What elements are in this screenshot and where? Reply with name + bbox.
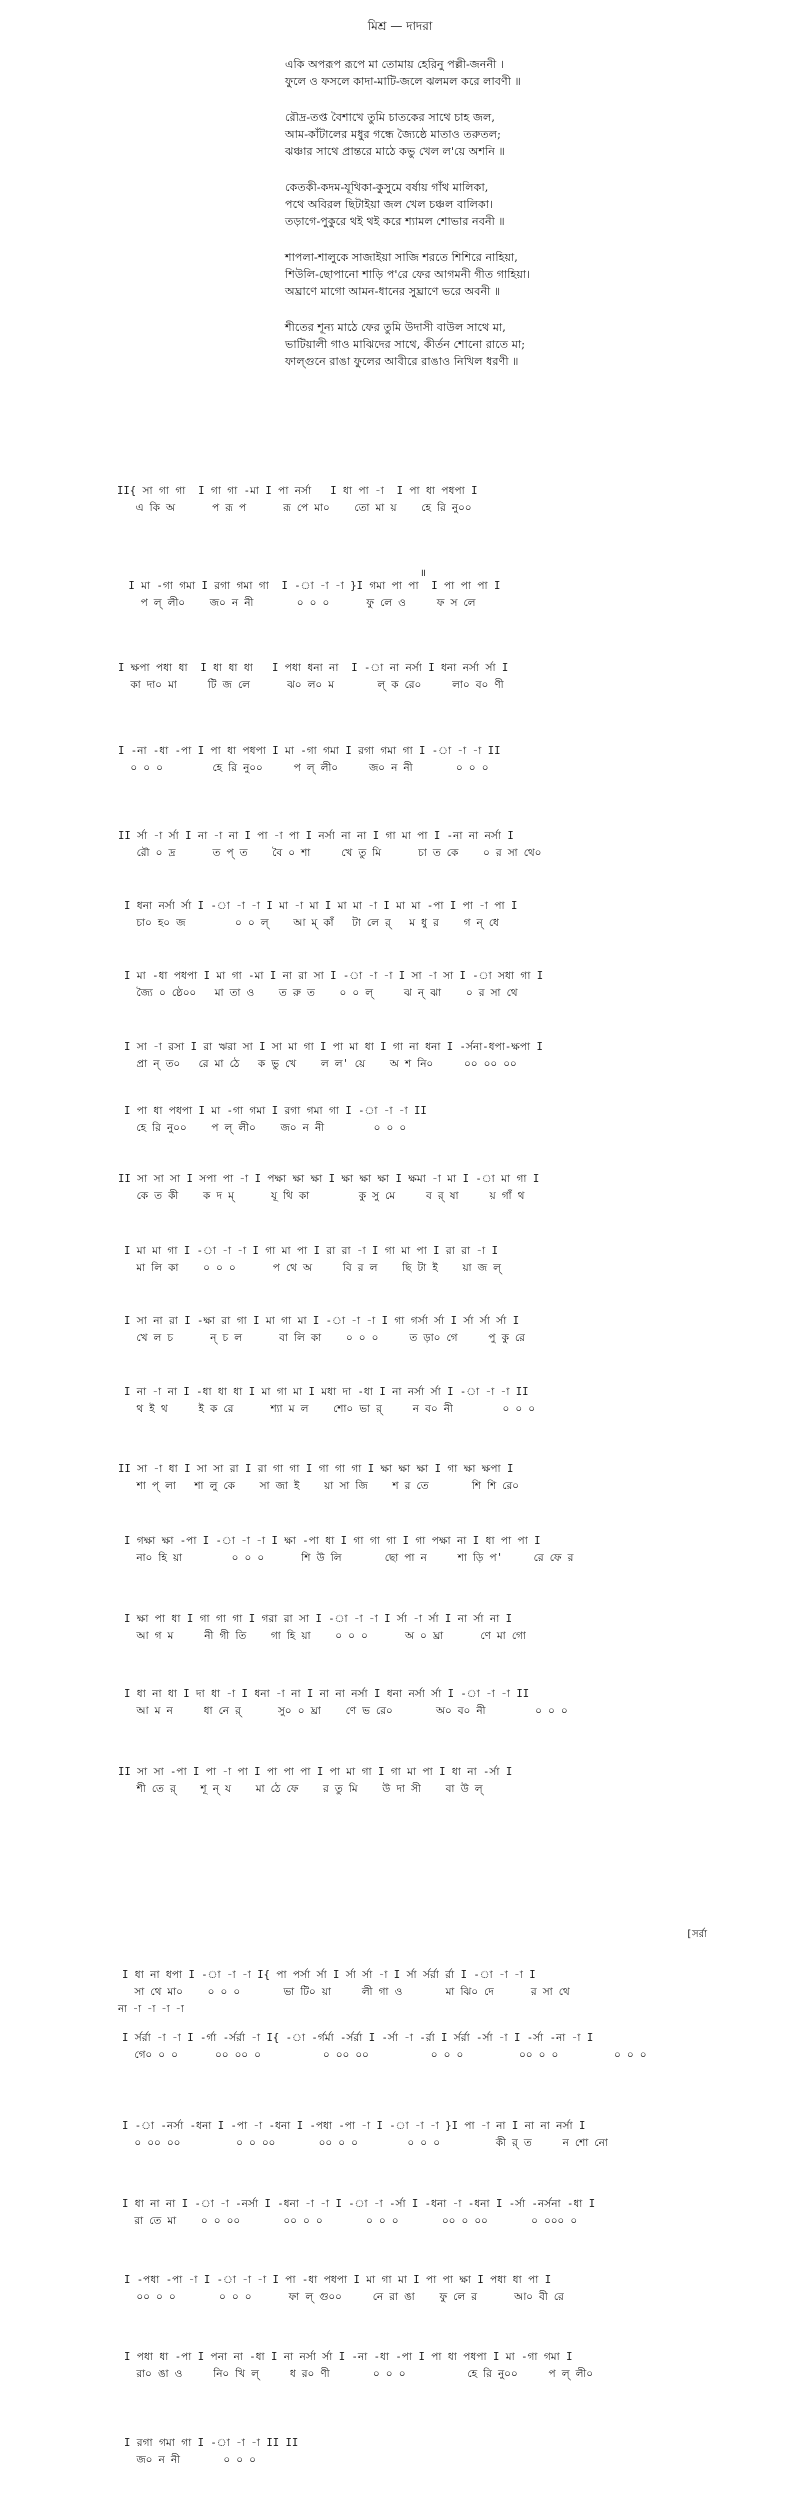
lyric-line: আম-কাঁটালের মধুর গন্ধে জ্যৈষ্ঠে মাতাও তরুতল; [285,128,501,141]
swara-line: I -া -নর্সা -ধনা I -পা -া -ধনা I -পধা -পা -া I -া -া -া }I পা -া না I না না নর্সা I [122,2120,586,2132]
bol-line: না০ হি য়া ০ ০ ০ শি উ লি ছো পা ন শা ড়ি প' রে ফে র [124,1552,574,1564]
swara-line: I ক্ষা পা ধা I গা গা গা I গরা রা সা I -া -া -া I র্সা -া র্সা I না র্সা না I [124,1613,513,1625]
lyric-line: পথে অবিরল ছিটাইয়া জল খেল চঞ্চল বালিকা। [285,198,494,211]
lyric-line: অঘ্রাণে মাগো আমন-ধানের সুঘ্রাণে ভরে অবনী ॥ [285,285,501,298]
lyric-line: শিউলি-ছোপানো শাড়ি প'রে ফের আগমনী গীত গাহিয়া। [285,268,531,281]
bol-line: কা দা০ মা টি জ লে ঝ০ ল০ ম ল্ ক রে০ লা০ ব০ ণী [118,679,504,691]
swara-line: I সা না রা I -ক্ষা রা গা I মা গা মা I -া -া -া I গা গর্সা র্সা I র্সা র্সা র্সা I [124,1315,520,1327]
lyric-line: কেতকী-কদম-যূথিকা-কুসুমে বর্ষায় গাঁথ মালিকা, [285,181,489,194]
swara-line: I পধা ধা -পা I পনা না -ধা I না নর্সা র্সা I -না -ধা -পা I পা ধা পধপা I মা -গা গমা I [124,2351,573,2363]
lyrics-block [285,56,705,389]
bol-line: জ০ ন নী ০ ০ ০ [124,2454,256,2466]
bol-line: কে ত কী ক দ ম্ যূ থি কা কু সু মে ব র্ ষা য় গাঁ থ [118,1190,525,1202]
swara-line: I -পধা -পা -া I -া -া -া I পা -ধা পধপা I মা গা মা I পা পা ক্ষা I পধা ধা পা I [124,2274,552,2286]
lyric-line: শাপলা-শালুকে সাজাইয়া সাজি শরতে শিশিরে নাহিয়া, [285,251,518,264]
lyric-line: ঝঞ্চার সাথে প্রান্তরে মাঠে কভু খেল ল'য়ে অশনি ॥ [285,145,505,158]
swara-line: I ধনা নর্সা র্সা I -া -া -া I মা -া মা I মা মা -া I মা মা -পা I পা -া পা I [124,900,518,912]
page-title: মিশ্র — দাদরা [367,19,433,33]
bol-line: ০০ ০ ০ ০ ০ ০ ফা ল্ গু০০ নে রা ঙা ফু লে র আ০ বী রে [124,2291,564,2303]
bol-line: ০ ০ ০ হে রি নু০০ প ল্ লী০ জ০ ন নী ০ ০ ০ [118,762,489,774]
section-mark: ॥ [420,568,426,579]
bol-line: রা০ ঙা ও নি০ খি ল্ ধ র০ ণী ০ ০ ০ হে রি নু০০ প ল্ লী০ [124,2368,593,2380]
swara-line: I র্সর্রা -া -া I -র্গা -র্সর্রা -া I{ -া -র্গর্মা -র্সর্রা I -র্সা -া -র্রা I র্সর্রা -র্সা -া I -র্সা -না -া I [122,2032,594,2044]
bol-line: আ গ ম নী গী তি গা হি য়া ০ ০ ০ অ ০ ঘ্রা ণে মা গো [124,1630,526,1642]
swara-line: I মা -ধা পধপা I মা গা -মা I না রা সা I -া -া -া I সা -া সা I -া সধা গা I [124,970,544,982]
bol-line: চা০ হ০ জ ০ ০ ল্ আ ম্ কাঁ টা লে র্ ম ধু র গ ন্ ধে [124,917,499,929]
swara-line: I গক্ষা ক্ষা -পা I -া -া -া I ক্ষা -পা ধা I গা গা গা I গা পক্ষা না I ধা পা পা I [124,1535,541,1547]
swara-line: I মা মা গা I -া -া -া I গা মা পা I রা রা -া I গা মা পা I রা রা -া I [124,1245,498,1257]
swara-line: I পা ধা পধপা I মা -গা গমা I রগা গমা গা I -া -া -া II [124,1105,427,1117]
bol-line: মা লি কা ০ ০ ০ প থে অ বি র ল ছি টা ই য়া জ ল্ [124,1262,501,1274]
swara-line: I ধা না ধপা I -া -া -া I{ পা পর্সা র্সা I র্সা র্সা -া I র্সা র্সর্রা র্রা I -া -া -া I [122,1969,536,1981]
bol-line: সা থে মা০ ০ ০ ০ ভা টি০ য়া লী গা ও মা ঝি০ দে র সা থে [122,1986,570,1998]
lyric-line: রৌদ্র-তপ্ত বৈশাখে তুমি চাতকের সাথে চাহ জল, [285,111,495,124]
swara-line: I -না -ধা -পা I পা ধা পধপা I মা -গা গমা I রগা গমা গা I -া -া -া II [118,745,501,757]
bol-line: খে ল চ ন্ চ ল বা লি কা ০ ০ ০ ত ড়া০ গে পু কু রে [124,1332,525,1344]
swara-line: I মা -গা গমা I রগা গমা গা I -া -া -া }I গমা পা পা I পা পা পা I [122,580,501,592]
lyrics-stanza-3 [285,179,705,230]
lyrics-stanza-1 [285,56,705,90]
bol-line: প্রা ন্ ত০ রে মা ঠে ক ভু খে ল ল' য়ে অ শ নি০ ০০ ০০ ০০ [124,1058,517,1070]
swara-line: I না -া না I -ধা ধা ধা I মা গা মা I মধা দা -ধা I না নর্সা র্সা I -া -া -া II [124,1386,529,1398]
raised-note-marker: [সর্রা [686,1929,708,1940]
bol-line: রা তে মা ০ ০ ০০ ০০ ০ ০ ০ ০ ০ ০০ ০ ০০ ০ ০০০ ০ [122,2215,578,2227]
lyric-line: তড়াগে-পুকুরে থই থই করে শ্যামল শোভার নবনী ॥ [285,215,505,228]
bol-line: আ ম ন ধা নে র্ সু০ ০ ঘ্রা ণে ভ রে০ অ০ ব০ নী ০ ০ ০ [124,1705,568,1717]
bracket-note: না -া -া -া -া [118,2004,184,2015]
bol-line: গে০ ০ ০ ০০ ০০ ০ ০ ০০ ০০ ০ ০ ০ ০০ ০ ০ ০ ০ ০ [122,2049,647,2061]
swara-line: II র্সা -া র্সা I না -া না I পা -া পা I নর্সা না না I গা মা পা I -না না নর্সা I [118,830,514,842]
lyric-line: একি অপরূপ রূপে মা তোমায় হেরিনু পল্লী-জননী । [285,58,504,71]
bol-line: শা প্ লা শা লু কে সা জা ই য়া সা জি শ র তে শি শি রে০ [118,1480,519,1492]
bol-line: এ কি অ প রূ প রূ পে মা০ তো মা য় হে রি নু০০ [117,502,472,514]
swara-line: I রগা গমা গা I -া -া -া II II [124,2437,299,2449]
swara-line: II সা সা সা I সপা পা -া I পক্ষা ক্ষা ক্ষা I ক্ষা ক্ষা ক্ষা I ক্ষমা -া মা I -া মা গা I [118,1173,540,1185]
bol-line: হে রি নু০০ প ল্ লী০ জ০ ন নী ০ ০ ০ [124,1122,407,1134]
bol-line: রৌ ০ দ্র ত প্ ত বৈ ০ শা খে তু মি চা ত কে ০ র সা থে০ [118,847,542,859]
lyric-line: ফুলে ও ফসলে কাদা-মাটি-জলে ঝলমল করে লাবণী ॥ [285,75,521,88]
swara-line: I ধা না ধা I দা ধা -া I ধনা -া না I না না নর্সা I ধনা নর্সা র্সা I -া -া -া II [124,1688,530,1700]
lyric-line: ফাল্গুনে রাঙা ফুলের আবীরে রাঙাও নিখিল ধরণী ॥ [285,355,519,368]
lyrics-stanza-5 [285,319,705,370]
bol-line: শী তে র্ শূ ন্ য মা ঠে ফে র তু মি উ দা সী বা উ ল্ [118,1783,483,1795]
swara-line: II সা সা -পা I পা -া পা I পা পা পা I পা মা গা I গা মা পা I ধা না -র্সা I [118,1766,513,1778]
bol-line: প ল্ লী০ জ০ ন নী ০ ০ ০ ফু লে ও ফ স লে [122,597,476,609]
swara-line: I সা -া রসা I রা ঋরা সা I সা মা গা I পা মা ধা I গা না ধনা I -র্সনা-ধপা-ক্ষপা I [124,1041,543,1053]
bol-line: থ ই থ ই ক রে শ্যা ম ল শো০ ভা র্ ন ব০ নী ০ ০ ০ [124,1403,535,1415]
bol-line: ০ ০০ ০০ ০ ০ ০০ ০০ ০ ০ ০ ০ ০ কী র্ ত ন শো নো [122,2137,608,2149]
swara-line: II সা -া ধা I সা সা রা I রা গা গা I গা গা গা I ক্ষা ক্ষা ক্ষা I গা ক্ষা ক্ষপা I [118,1463,514,1475]
lyric-line: শীতের শূন্য মাঠে ফের তুমি উদাসী বাউল সাথে মা, [285,321,506,334]
lyric-line: ভাটিয়ালী গাও মাঝিদের সাথে, কীর্তন শোনো রাতে মা; [285,338,525,351]
swara-line: I ধা না না I -া -া -নর্সা I -ধনা -া -া I -া -া -র্সা I -ধনা -া -ধনা I -র্সা -নর্সনা -ধা I [122,2198,596,2210]
swara-line: II{ সা গা গা I গা গা -মা I পা নর্সা I ধা পা -া I পা ধা পধপা I [117,485,478,497]
lyrics-stanza-4 [285,249,705,300]
bol-line: জ্যৈ ০ ষ্ঠে০০ মা তা ও ত রু ত ০ ০ ল্ ঝ ন্ ঝা ০ র সা থে [124,987,518,999]
lyrics-stanza-2 [285,109,705,160]
swara-line: I ক্ষপা পধা ধা I ধা ধা ধা I পধা ধনা না I -া না নর্সা I ধনা নর্সা র্সা I [118,662,509,674]
